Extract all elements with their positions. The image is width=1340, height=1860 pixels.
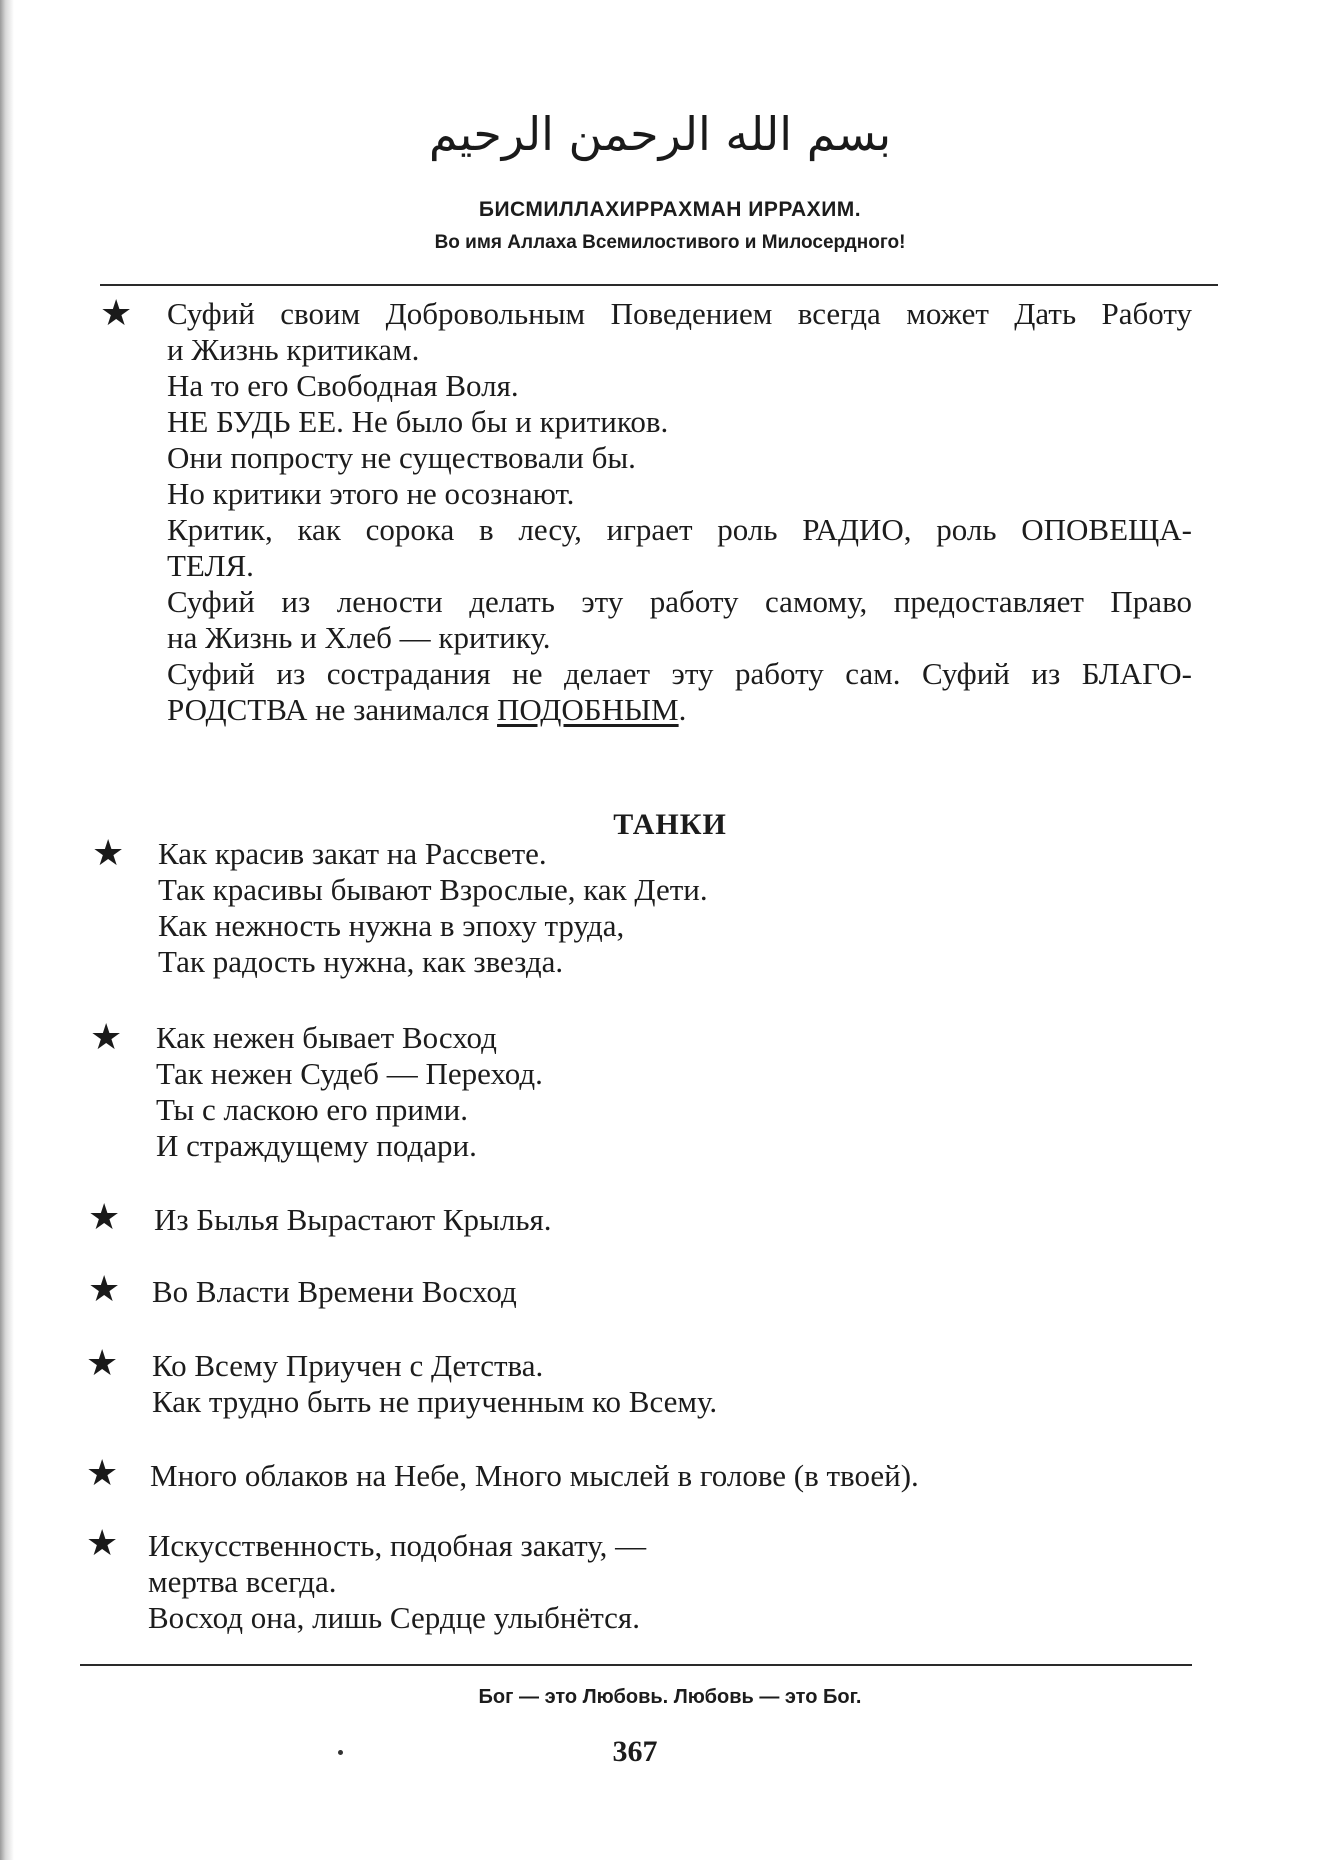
poem-line: Во Власти Времени Восход [152,1274,517,1309]
text-line: на Жизнь и Хлеб — критику. [167,620,551,655]
text-line: ТЕЛЯ. [167,548,254,583]
bismillah-calligraphy [428,80,892,190]
poem-line: Из Былья Вырастают Крылья. [154,1202,552,1237]
header-title: БИСМИЛЛАХИРРАХМАН ИРРАХИМ. [478,198,862,221]
svg-text:بسم الله الرحمن الرحيم: بسم الله الرحمن الرحيم [428,107,892,161]
page-number: 367 [612,1735,658,1768]
underlined-word: ПОДОБНЫМ [497,692,679,727]
text-line: Критик, как сорока в лесу, играет роль РАДИО, роль ОПОВЕЩА- [167,512,1192,547]
top-divider [100,284,1218,286]
poem-line: Искусственность, подобная закату, — [148,1528,647,1563]
star-bullet-icon: ★ [86,1523,119,1564]
poem-line: мертва всегда. [148,1564,337,1599]
poem-block [154,1202,552,1238]
text-line: Суфий из сострадания не делает эту работу сам. Суфий из БЛАГО- [167,656,1192,691]
footer-motto: Бог — это Любовь. Любовь — это Бог. [478,1686,862,1708]
poem-line: Так нежен Судеб — Переход. [156,1056,543,1091]
poem-line: Так радость нужна, как звезда. [158,944,564,979]
text-line [167,692,1192,728]
star-bullet-icon: ★ [88,1197,121,1238]
poem-line: Восход она, лишь Сердце улыбнётся. [148,1600,640,1635]
poem-line: Как нежность нужна в эпоху труда, [158,908,625,943]
star-bullet-icon: ★ [92,833,125,874]
section-title: ТАНКИ [613,808,727,841]
text-line: и Жизнь критикам. [167,332,420,367]
star-bullet-icon: ★ [86,1343,119,1384]
poem-line: И страждущему подари. [156,1128,477,1163]
poem-line: Ты с ласкою его прими. [156,1092,468,1127]
poem-line: Много облаков на Небе, Много мыслей в голове (в твоей). [150,1458,919,1493]
intro-paragraph [167,296,1192,728]
poem-line: Как красив закат на Рассвете. [158,836,547,871]
text-line: На то его Свободная Воля. [167,368,519,403]
page-edge-shadow [0,0,14,1860]
poem-line: Так красивы бывают Взрослые, как Дети. [158,872,708,907]
poem-block [158,836,708,980]
poem-block [156,1020,543,1164]
star-bullet-icon: ★ [100,293,133,334]
text-line: НЕ БУДЬ ЕЕ. Не было бы и критиков. [167,404,669,439]
star-bullet-icon: ★ [86,1453,119,1494]
poem-line: Ко Всему Приучен с Детства. [152,1348,544,1383]
text-line: Суфий своим Добровольным Поведением всегда может Дать Работу [167,296,1192,331]
star-bullet-icon: ★ [90,1017,123,1058]
poem-line: Как нежен бывает Восход [156,1020,497,1055]
poem-block [152,1348,717,1420]
text-segment: РОДСТВА не занимался [167,692,498,727]
text-line: Но критики этого не осознают. [167,476,575,511]
text-line: Суфий из лености делать эту работу самому, предоставляет Право [167,584,1192,619]
bottom-divider [80,1664,1192,1666]
poem-block [148,1528,646,1636]
text-segment: . [678,692,687,727]
star-bullet-icon: ★ [88,1269,121,1310]
header-subtitle: Во имя Аллаха Всемилостивого и Милосердного! [434,232,906,253]
poem-block [152,1274,517,1310]
poem-block [150,1458,919,1494]
text-line: Они попросту не существовали бы. [167,440,636,475]
poem-line: Как трудно быть не приученным ко Всему. [152,1384,718,1419]
